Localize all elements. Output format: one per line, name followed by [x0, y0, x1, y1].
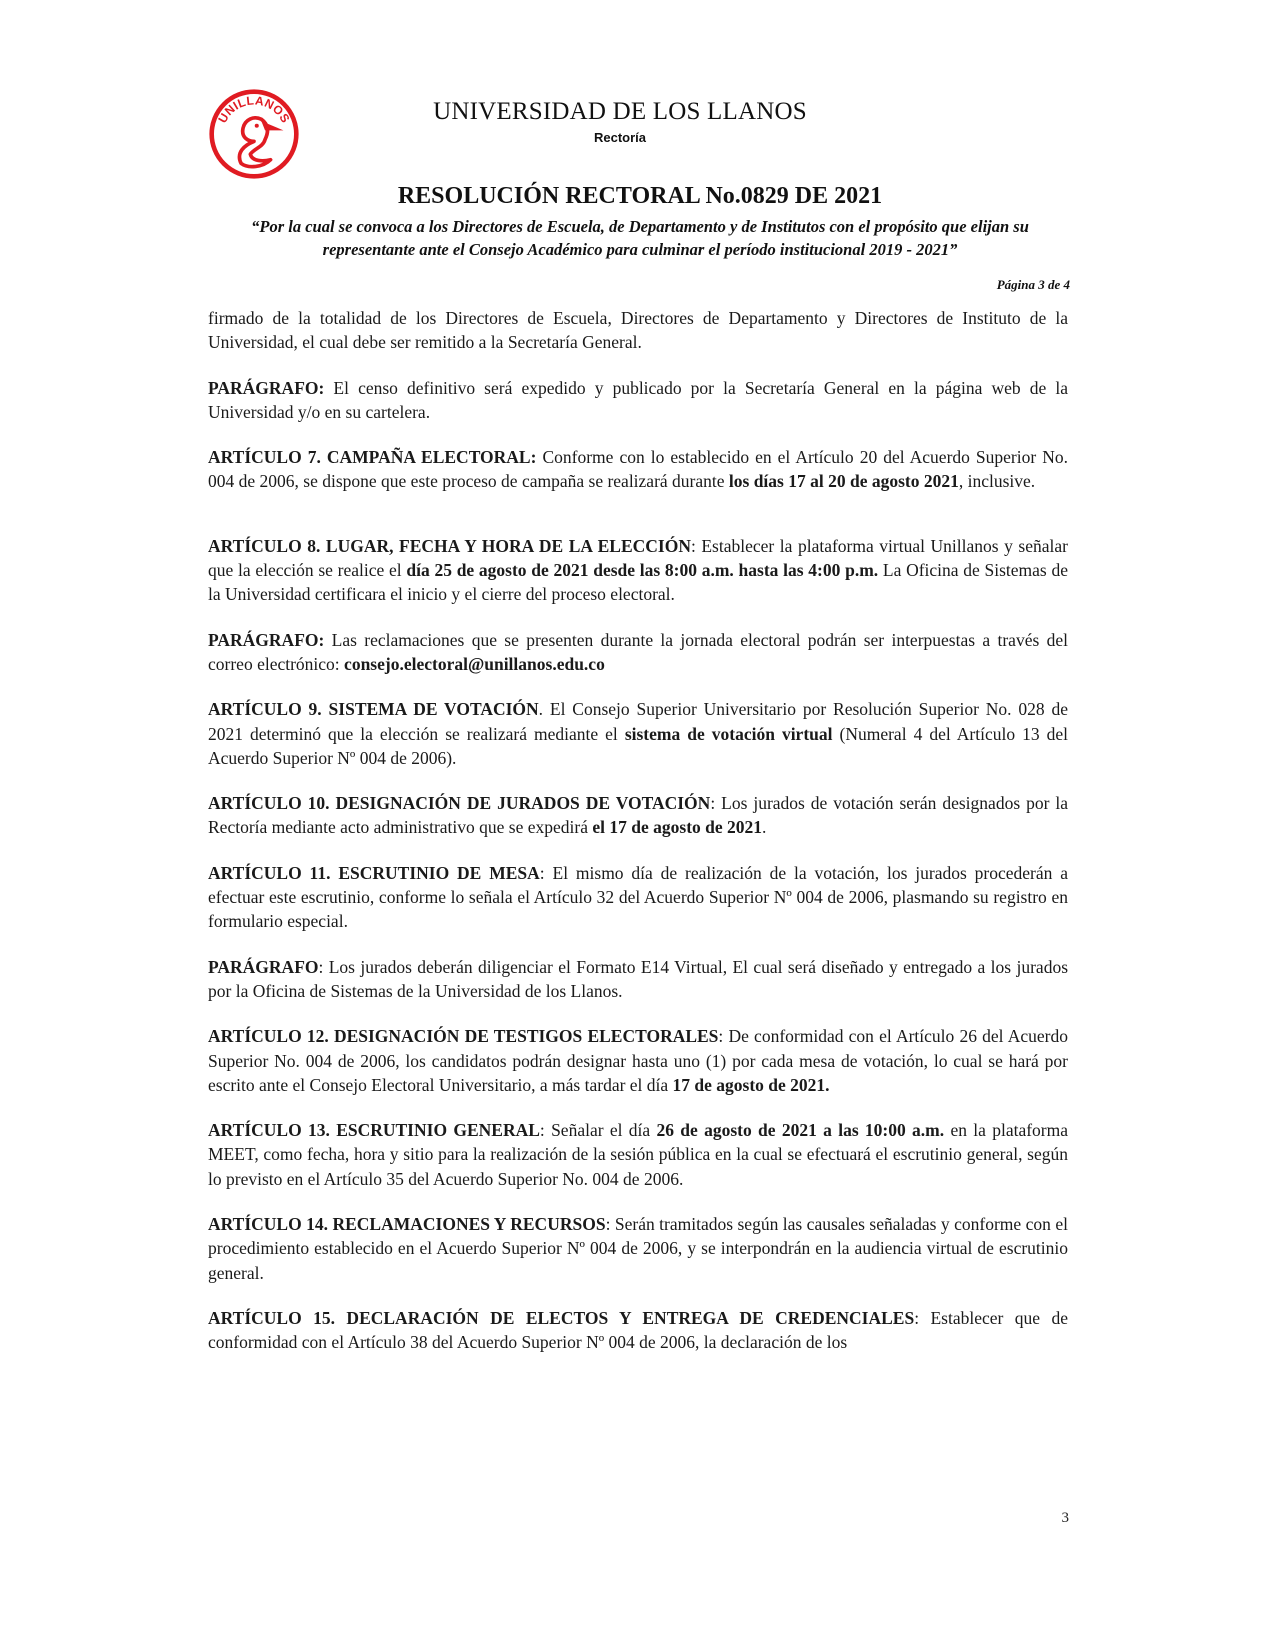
- article-text: en la plataforma MEET, como fecha, hora y sitio para la realización de la sesión pública en la cual se efectuará el escrutinio general, según lo previsto en el Artículo 35 del Acuerdo Superior No. 004 de 2006.: [208, 1120, 1068, 1189]
- article-label: ARTÍCULO 14. RECLAMACIONES Y RECURSOS: [208, 1214, 606, 1235]
- article-8: [208, 534, 1068, 607]
- article-label: ARTÍCULO 11. ESCRUTINIO DE MESA: [208, 862, 540, 883]
- article-label: ARTÍCULO 8. LUGAR, FECHA Y HORA DE LA ELECCIÓN: [208, 535, 691, 556]
- paragraph-label: PARÁGRAFO:: [208, 629, 325, 650]
- article-text: (Numeral 4 del Artículo 13 del Acuerdo Superior Nº 004 de 2006).: [208, 723, 1068, 768]
- article-text: La Oficina de Sistemas de la Universidad certificara el inicio y el cierre del proceso electoral.: [208, 560, 1068, 605]
- article-11: [208, 861, 1068, 934]
- article-text: .: [762, 817, 767, 838]
- article-text: , inclusive.: [958, 471, 1036, 492]
- paragraph-paragrafo-censo: [208, 376, 1068, 425]
- article-10: [208, 791, 1068, 840]
- article-bold-text: sistema de votación virtual: [624, 723, 833, 744]
- article-text: : De conformidad con el Artículo 26 del Acuerdo Superior No. 004 de 2006, los candidatos podrán designar hasta uno (1) por cada mesa de votación, lo cual se hará por escrito ante el Consejo Electoral Universitario, a más tardar el día: [208, 1026, 1068, 1095]
- article-text: : Establecer la plataforma virtual Unillanos y señalar que la elección se realice el: [208, 535, 1068, 581]
- article-14: [208, 1212, 1068, 1285]
- article-text: : Serán tramitados según las causales señaladas y conforme con el procedimiento establecido en el Acuerdo Superior Nº 004 de 2006, y se interpondrán en la audiencia virtual de escrutinio general.: [208, 1214, 1068, 1283]
- article-bold-text: el 17 de agosto de 2021: [592, 817, 763, 838]
- unillanos-logo: [208, 88, 300, 180]
- article-bold-text: 26 de agosto de 2021 a las 10:00 a.m.: [656, 1120, 945, 1141]
- paragraph-label: PARÁGRAFO: [208, 956, 319, 977]
- article-label: ARTÍCULO 7. CAMPAÑA ELECTORAL:: [208, 447, 537, 468]
- article-label: ARTÍCULO 15. DECLARACIÓN DE ELECTOS Y ENTREGA DE CREDENCIALES: [208, 1307, 915, 1328]
- article-label: ARTÍCULO 10. DESIGNACIÓN DE JURADOS DE VOTACIÓN: [208, 793, 711, 814]
- article-label: ARTÍCULO 12. DESIGNACIÓN DE TESTIGOS ELECTORALES: [208, 1026, 719, 1047]
- document-body: [208, 306, 1068, 1376]
- paragraph-paragrafo-formato: [208, 955, 1068, 1004]
- university-name: UNIVERSIDAD DE LOS LLANOS: [433, 98, 807, 125]
- article-15: [208, 1306, 1068, 1355]
- department-name: Rectoría: [593, 130, 647, 145]
- article-text: Conforme con lo establecido en el Artículo 20 del Acuerdo Superior No. 004 de 2006, se dispone que este proceso de campaña se realizará durante: [208, 447, 1068, 492]
- article-label: ARTÍCULO 9. SISTEMA DE VOTACIÓN: [208, 699, 539, 720]
- svg-text:UNILLANOS: UNILLANOS: [215, 93, 293, 126]
- email-address: consejo.electoral@unillanos.edu.co: [344, 653, 605, 674]
- article-text: : Establecer que de conformidad con el Artículo 38 del Acuerdo Superior Nº 004 de 2006, la declaración de los: [208, 1307, 1068, 1353]
- paragraph-paragrafo-reclamaciones: [208, 628, 1068, 677]
- paragraph-text: El censo definitivo será expedido y publicado por la Secretaría General en la página web de la Universidad y/o en su cartelera.: [208, 377, 1068, 422]
- page-reference: Página 3 de 4: [996, 277, 1070, 292]
- article-13: [208, 1118, 1068, 1191]
- resolution-title: RESOLUCIÓN RECTORAL No.0829 DE 2021: [397, 183, 883, 209]
- paragraph-continuation: firmado de la totalidad de los Directores de Escuela, Directores de Departamento y Directores de Instituto de la Universidad, el cual debe ser remitido a la Secretaría General.: [208, 308, 1068, 353]
- page-number: 3: [1061, 1510, 1069, 1526]
- article-9: [208, 697, 1068, 770]
- article-label: ARTÍCULO 13. ESCRUTINIO GENERAL: [208, 1120, 540, 1141]
- paragraph-text: : Los jurados deberán diligenciar el Formato E14 Virtual, El cual será diseñado y entregado a los jurados por la Oficina de Sistemas de la Universidad de los Llanos.: [208, 956, 1068, 1001]
- article-bold-text: 17 de agosto de 2021.: [672, 1074, 830, 1095]
- article-text: . El Consejo Superior Universitario por Resolución Superior No. 028 de 2021 determinó que la elección se realizará mediante el: [208, 699, 1068, 744]
- article-7: [208, 445, 1068, 494]
- article-bold-text: los días 17 al 20 de agosto 2021: [728, 471, 959, 492]
- article-text: : El mismo día de realización de la votación, los jurados procederán a efectuar este escrutinio, conforme lo señala el Artículo 32 del Acuerdo Superior Nº 004 de 2006, plasmando su registro en formulario especial.: [208, 862, 1068, 932]
- article-12: [208, 1024, 1068, 1097]
- paragraph-text: Las reclamaciones que se presenten durante la jornada electoral podrán ser interpuestas a través del correo electrónico:: [208, 629, 1068, 674]
- article-text: : Los jurados de votación serán designados por la Rectoría mediante acto administrativo que se expedirá: [208, 793, 1068, 838]
- resolution-subtitle: [190, 215, 1090, 261]
- paragraph-label: PARÁGRAFO:: [208, 377, 325, 398]
- subtitle-line-1: “Por la cual se convoca a los Directores de Escuela, de Departamento y de Institutos con el propósito que elijan su: [251, 217, 1029, 236]
- article-bold-text: día 25 de agosto de 2021 desde las 8:00 a.m. hasta las 4:00 p.m.: [406, 560, 879, 581]
- subtitle-line-2: representante ante el Consejo Académico para culminar el período institucional 2019 - 2021”: [322, 240, 958, 259]
- article-text: : Señalar el día: [539, 1120, 657, 1141]
